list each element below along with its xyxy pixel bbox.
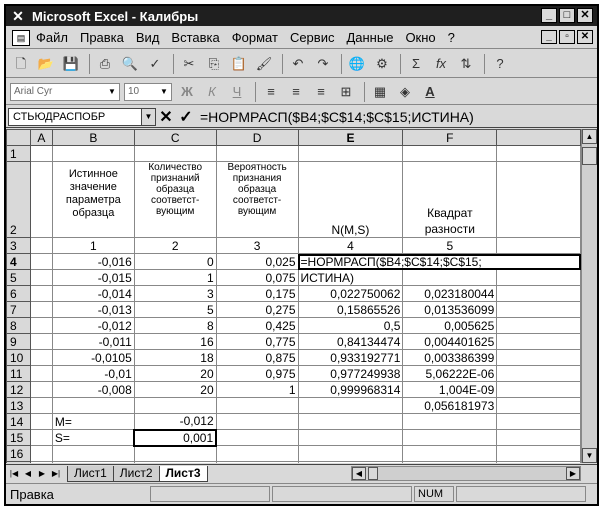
status-num: NUM [414, 486, 454, 502]
spreadsheet-grid [6, 129, 581, 463]
cell[interactable] [298, 430, 403, 446]
table-row [7, 254, 581, 270]
s-label[interactable]: S= [52, 430, 134, 446]
menu-data[interactable]: Данные [346, 30, 394, 45]
cell[interactable] [30, 146, 52, 162]
cell[interactable] [30, 162, 52, 238]
name-box[interactable] [8, 108, 156, 126]
table-row [7, 462, 581, 464]
table-row [7, 286, 581, 302]
cell-d[interactable]: 0,025 [216, 254, 298, 270]
cell-b[interactable]: -0,008 [52, 382, 134, 398]
sheet-tabs-bar [6, 464, 597, 482]
cell[interactable] [134, 446, 216, 462]
cell[interactable] [403, 270, 497, 286]
row-header[interactable]: 13 [7, 398, 31, 414]
cell[interactable] [216, 414, 298, 430]
maximize-button[interactable]: □ [559, 8, 575, 23]
cell-e[interactable]: 0,84134474 [298, 334, 403, 350]
cell[interactable] [134, 146, 216, 162]
column-header-e[interactable]: E [298, 130, 403, 146]
table-row [7, 318, 581, 334]
cell-d[interactable]: 1 [216, 382, 298, 398]
table-row [7, 382, 581, 398]
chevron-down-icon: ▼ [108, 86, 116, 96]
cell-b[interactable]: -0,014 [52, 286, 134, 302]
row-header[interactable]: 10 [7, 350, 31, 366]
new-icon[interactable]: 🗋 [15, 55, 27, 71]
font-size: 10 [128, 85, 140, 97]
cell[interactable] [497, 146, 581, 162]
next-sheet-icon[interactable]: ▶ [38, 468, 46, 478]
col-number[interactable]: 5 [403, 238, 497, 254]
sort-icon[interactable]: ⇅ [460, 55, 472, 71]
cell-c[interactable]: 16 [134, 334, 216, 350]
preview-icon[interactable]: 🔍 [121, 55, 139, 71]
cell[interactable] [497, 350, 581, 366]
cell-c[interactable]: 5 [134, 302, 216, 318]
active-cell-editor[interactable]: =НОРМРАСП($B4;$C$14;$C$15; [298, 254, 580, 270]
row-header[interactable]: 2 [7, 162, 31, 238]
cell[interactable] [497, 334, 581, 350]
underline-button[interactable]: Ч [232, 83, 242, 99]
cell-d[interactable]: 0,175 [216, 286, 298, 302]
column-header-row [7, 130, 581, 146]
cell[interactable] [216, 146, 298, 162]
table-row [7, 334, 581, 350]
formatting-toolbar [6, 79, 597, 105]
cell[interactable] [497, 414, 581, 430]
row-header[interactable]: 9 [7, 334, 31, 350]
menu-edit[interactable]: Правка [79, 30, 124, 45]
cell[interactable] [298, 414, 403, 430]
cell[interactable] [30, 254, 52, 270]
cell[interactable] [298, 398, 403, 414]
cell-b[interactable]: -0,016 [52, 254, 134, 270]
header-b[interactable]: Истинное значение параметра образца [52, 162, 134, 238]
table-row [7, 270, 581, 286]
italic-button[interactable]: К [208, 83, 216, 99]
cell-f[interactable]: 0,003386399 [403, 350, 497, 366]
paste-icon[interactable]: 📋 [230, 55, 248, 71]
toolbar-separator [364, 82, 365, 102]
row-header[interactable]: 8 [7, 318, 31, 334]
cell[interactable] [30, 270, 52, 286]
cell[interactable] [497, 398, 581, 414]
cell[interactable] [30, 350, 52, 366]
cut-icon[interactable]: ✂ [183, 55, 195, 71]
cancel-icon[interactable]: ✕ [159, 108, 173, 126]
title-bar [6, 6, 597, 26]
cell[interactable] [497, 302, 581, 318]
table-row [7, 350, 581, 366]
menu-tools[interactable]: Сервис [289, 30, 335, 45]
copy-icon[interactable]: ⎘ [208, 55, 220, 71]
cell-c[interactable]: 8 [134, 318, 216, 334]
cell-b[interactable]: -0,011 [52, 334, 134, 350]
align-center-icon[interactable]: ≡ [292, 83, 300, 99]
menu-view[interactable]: Вид [135, 30, 160, 45]
status-bar [6, 483, 597, 504]
document-icon[interactable]: ▤ [12, 30, 30, 46]
sheet-table [6, 129, 581, 463]
cell[interactable] [216, 430, 298, 446]
first-sheet-icon[interactable]: |◀ [9, 468, 19, 478]
cell[interactable] [497, 462, 581, 464]
doc-restore-button[interactable]: ▫ [559, 30, 575, 44]
sum-cell-f[interactable]: 0,056181973 [403, 398, 497, 414]
cell-e[interactable]: 0,933192771 [298, 350, 403, 366]
merge-center-icon[interactable]: ⊞ [340, 83, 352, 99]
chevron-down-icon[interactable]: ▼ [141, 109, 155, 125]
row-header[interactable]: 16 [7, 446, 31, 462]
select-all-corner[interactable] [7, 130, 31, 146]
enter-icon[interactable]: ✓ [179, 108, 193, 126]
cell-b[interactable]: -0,01 [52, 366, 134, 382]
cell-d[interactable]: 0,075 [216, 270, 298, 286]
cell[interactable] [30, 382, 52, 398]
column-header-b[interactable]: B [52, 130, 134, 146]
cell[interactable] [30, 286, 52, 302]
h-scroll-thumb[interactable] [368, 467, 378, 480]
table-row [7, 446, 581, 462]
cell-f[interactable]: 0,004401625 [403, 334, 497, 350]
header-f[interactable]: Квадрат разности [403, 162, 497, 238]
align-right-icon[interactable]: ≡ [317, 83, 325, 99]
toolbar-separator [484, 54, 485, 74]
formula-input[interactable]: =НОРМРАСП($B4;$C$14;$C$15;ИСТИНА) [200, 108, 474, 125]
row-header[interactable]: 7 [7, 302, 31, 318]
menu-file[interactable]: Файл [36, 30, 68, 45]
cell[interactable] [497, 446, 581, 462]
prev-sheet-icon[interactable]: ◀ [24, 468, 32, 478]
open-icon[interactable]: 📂 [37, 55, 55, 71]
s-value[interactable]: 0,001 [134, 430, 216, 446]
row-header[interactable]: 6 [7, 286, 31, 302]
cell[interactable] [497, 270, 581, 286]
table-row [7, 366, 581, 382]
cell[interactable] [403, 414, 497, 430]
chevron-down-icon: ▼ [160, 86, 168, 96]
cell[interactable] [30, 430, 52, 446]
toolbar-separator [89, 54, 90, 74]
cell-f[interactable]: 1,004E-09 [403, 382, 497, 398]
format-painter-icon[interactable]: 🖌 [255, 55, 273, 71]
cell[interactable] [52, 146, 134, 162]
col-number[interactable]: 2 [134, 238, 216, 254]
minimize-button[interactable]: _ [541, 8, 557, 23]
toolbar-separator [341, 54, 342, 74]
cell[interactable] [497, 382, 581, 398]
table-row [7, 162, 581, 238]
cell[interactable] [30, 334, 52, 350]
sheet-tab-2[interactable]: Лист2 [113, 466, 160, 482]
hyperlink-icon[interactable]: ⚙ [376, 55, 388, 71]
cell[interactable] [216, 398, 298, 414]
toolbar-separator [282, 54, 283, 74]
cell[interactable] [30, 238, 52, 254]
name-box-value: СТЬЮДРАСПОБР [13, 110, 106, 123]
cell-c[interactable]: 1 [134, 270, 216, 286]
row-header[interactable]: 14 [7, 414, 31, 430]
status-pane [272, 486, 412, 502]
row-header[interactable]: 4 [7, 254, 31, 270]
save-icon[interactable]: 💾 [62, 55, 80, 71]
cell-e[interactable]: 0,999968314 [298, 382, 403, 398]
row-header[interactable]: 3 [7, 238, 31, 254]
cell[interactable] [403, 430, 497, 446]
active-cell-editor-continued[interactable]: ИСТИНА) [298, 270, 403, 286]
cell[interactable] [497, 286, 581, 302]
menu-insert[interactable]: Вставка [171, 30, 220, 45]
cell-d[interactable]: 0,775 [216, 334, 298, 350]
close-button[interactable]: ✕ [577, 8, 593, 23]
cell-c[interactable]: 0 [134, 254, 216, 270]
font-color-icon[interactable]: A [425, 83, 435, 99]
autosum-icon[interactable]: Σ [411, 55, 421, 71]
scroll-up-icon[interactable]: ▲ [582, 129, 597, 144]
cell-c[interactable]: 3 [134, 286, 216, 302]
doc-close-button[interactable]: ✕ [577, 30, 593, 44]
font-size-select[interactable] [124, 83, 172, 101]
borders-icon[interactable]: ▦ [373, 83, 387, 99]
cell-c[interactable]: 20 [134, 366, 216, 382]
cell[interactable] [134, 462, 216, 464]
cell-d[interactable]: 0,975 [216, 366, 298, 382]
spelling-icon[interactable]: ✓ [149, 55, 161, 71]
cell[interactable] [30, 318, 52, 334]
status-mode: Правка [10, 486, 54, 502]
table-row [7, 238, 581, 254]
cell[interactable] [30, 414, 52, 430]
function-icon[interactable]: fx [435, 55, 447, 71]
cell[interactable] [134, 398, 216, 414]
cell-e[interactable]: 0,15865526 [298, 302, 403, 318]
cell[interactable] [497, 162, 581, 238]
col-number[interactable]: 3 [216, 238, 298, 254]
table-row [7, 430, 581, 446]
excel-app-icon: ✕ [12, 8, 24, 24]
cell-e[interactable]: 0,5 [298, 318, 403, 334]
cell-d[interactable]: 0,275 [216, 302, 298, 318]
cell[interactable] [30, 302, 52, 318]
scroll-right-icon[interactable]: ▶ [566, 467, 580, 480]
help-icon[interactable]: ? [496, 55, 504, 71]
header-e[interactable]: N(M,S) [298, 162, 403, 238]
cell[interactable] [30, 398, 52, 414]
cell[interactable] [216, 446, 298, 462]
cell[interactable] [497, 238, 581, 254]
table-row [7, 398, 581, 414]
scroll-left-icon[interactable]: ◀ [352, 467, 366, 480]
cell-e[interactable]: 0,977249938 [298, 366, 403, 382]
undo-icon[interactable]: ↶ [292, 55, 304, 71]
table-row [7, 302, 581, 318]
font-select[interactable] [10, 83, 120, 101]
cell-c[interactable]: 20 [134, 382, 216, 398]
bold-button[interactable]: Ж [181, 83, 193, 99]
menu-window[interactable]: Окно [405, 30, 436, 45]
cell-d[interactable]: 0,425 [216, 318, 298, 334]
col-number[interactable]: 4 [298, 238, 403, 254]
redo-icon[interactable]: ↷ [317, 55, 329, 71]
row-header[interactable]: 5 [7, 270, 31, 286]
column-header-f[interactable]: F [403, 130, 497, 146]
cell-f[interactable]: 0,013536099 [403, 302, 497, 318]
column-header-d[interactable]: D [216, 130, 298, 146]
font-name: Arial Cyr [14, 85, 53, 97]
sheet-tab-1[interactable]: Лист1 [67, 466, 114, 482]
cell[interactable] [52, 462, 134, 464]
excel-window [4, 4, 599, 506]
window-title: Microsoft Excel - Калибры [32, 8, 199, 24]
cell[interactable] [497, 430, 581, 446]
cell[interactable] [497, 366, 581, 382]
fill-color-icon[interactable]: ◈ [400, 83, 410, 99]
web-icon[interactable]: 🌐 [348, 55, 366, 71]
col-number[interactable]: 1 [52, 238, 134, 254]
scroll-thumb[interactable] [582, 147, 597, 165]
cell[interactable] [298, 446, 403, 462]
cell[interactable] [216, 462, 298, 464]
cell[interactable] [30, 462, 52, 464]
cell-f[interactable]: 0,023180044 [403, 286, 497, 302]
cell[interactable] [403, 146, 497, 162]
toolbar-separator [400, 54, 401, 74]
status-pane [456, 486, 586, 502]
row-header[interactable]: 12 [7, 382, 31, 398]
horizontal-scrollbar[interactable] [351, 466, 581, 481]
menu-format[interactable]: Формат [231, 30, 278, 45]
cell[interactable] [403, 462, 497, 464]
row-header[interactable] [7, 462, 31, 464]
standard-toolbar [6, 50, 597, 78]
cell-c[interactable]: 18 [134, 350, 216, 366]
vertical-scrollbar[interactable] [581, 129, 597, 463]
cell-f[interactable]: 0,005625 [403, 318, 497, 334]
menu-bar [6, 27, 597, 49]
cell-b[interactable]: -0,013 [52, 302, 134, 318]
row-header[interactable]: 1 [7, 146, 31, 162]
cell[interactable] [497, 318, 581, 334]
cell-e[interactable]: 0,022750062 [298, 286, 403, 302]
doc-minimize-button[interactable]: _ [541, 30, 557, 44]
cell[interactable] [298, 462, 403, 464]
row-header[interactable]: 11 [7, 366, 31, 382]
cell-b[interactable]: -0,0105 [52, 350, 134, 366]
cell[interactable] [30, 366, 52, 382]
last-sheet-icon[interactable]: ▶| [51, 468, 61, 478]
m-value[interactable]: -0,012 [134, 414, 216, 430]
cell-b[interactable]: -0,015 [52, 270, 134, 286]
cell-b[interactable]: -0,012 [52, 318, 134, 334]
menu-help[interactable]: ? [447, 30, 455, 45]
cell-d[interactable]: 0,875 [216, 350, 298, 366]
m-label[interactable]: M= [52, 414, 134, 430]
column-header-c[interactable]: C [134, 130, 216, 146]
cell[interactable] [30, 446, 52, 462]
header-d[interactable]: Вероятность признания образца соответст-вующим [216, 162, 298, 238]
status-pane [150, 486, 270, 502]
table-row [7, 146, 581, 162]
formula-bar [6, 106, 597, 128]
table-row [7, 414, 581, 430]
header-c[interactable]: Количество признаний образца соответст-вующим [134, 162, 216, 238]
column-header-g[interactable] [497, 130, 581, 146]
toolbar-separator [173, 54, 174, 74]
toolbar-separator [255, 82, 256, 102]
cell[interactable] [298, 146, 403, 162]
align-left-icon[interactable]: ≡ [267, 83, 275, 99]
column-header-a[interactable]: A [30, 130, 52, 146]
scroll-down-icon[interactable]: ▼ [582, 448, 597, 463]
cell[interactable] [52, 446, 134, 462]
row-header[interactable]: 15 [7, 430, 31, 446]
sheet-tab-3[interactable]: Лист3 [159, 466, 208, 482]
cell[interactable] [403, 446, 497, 462]
cell-f[interactable]: 5,06222E-06 [403, 366, 497, 382]
cell[interactable] [52, 398, 134, 414]
print-icon[interactable]: ⎙ [99, 55, 111, 71]
